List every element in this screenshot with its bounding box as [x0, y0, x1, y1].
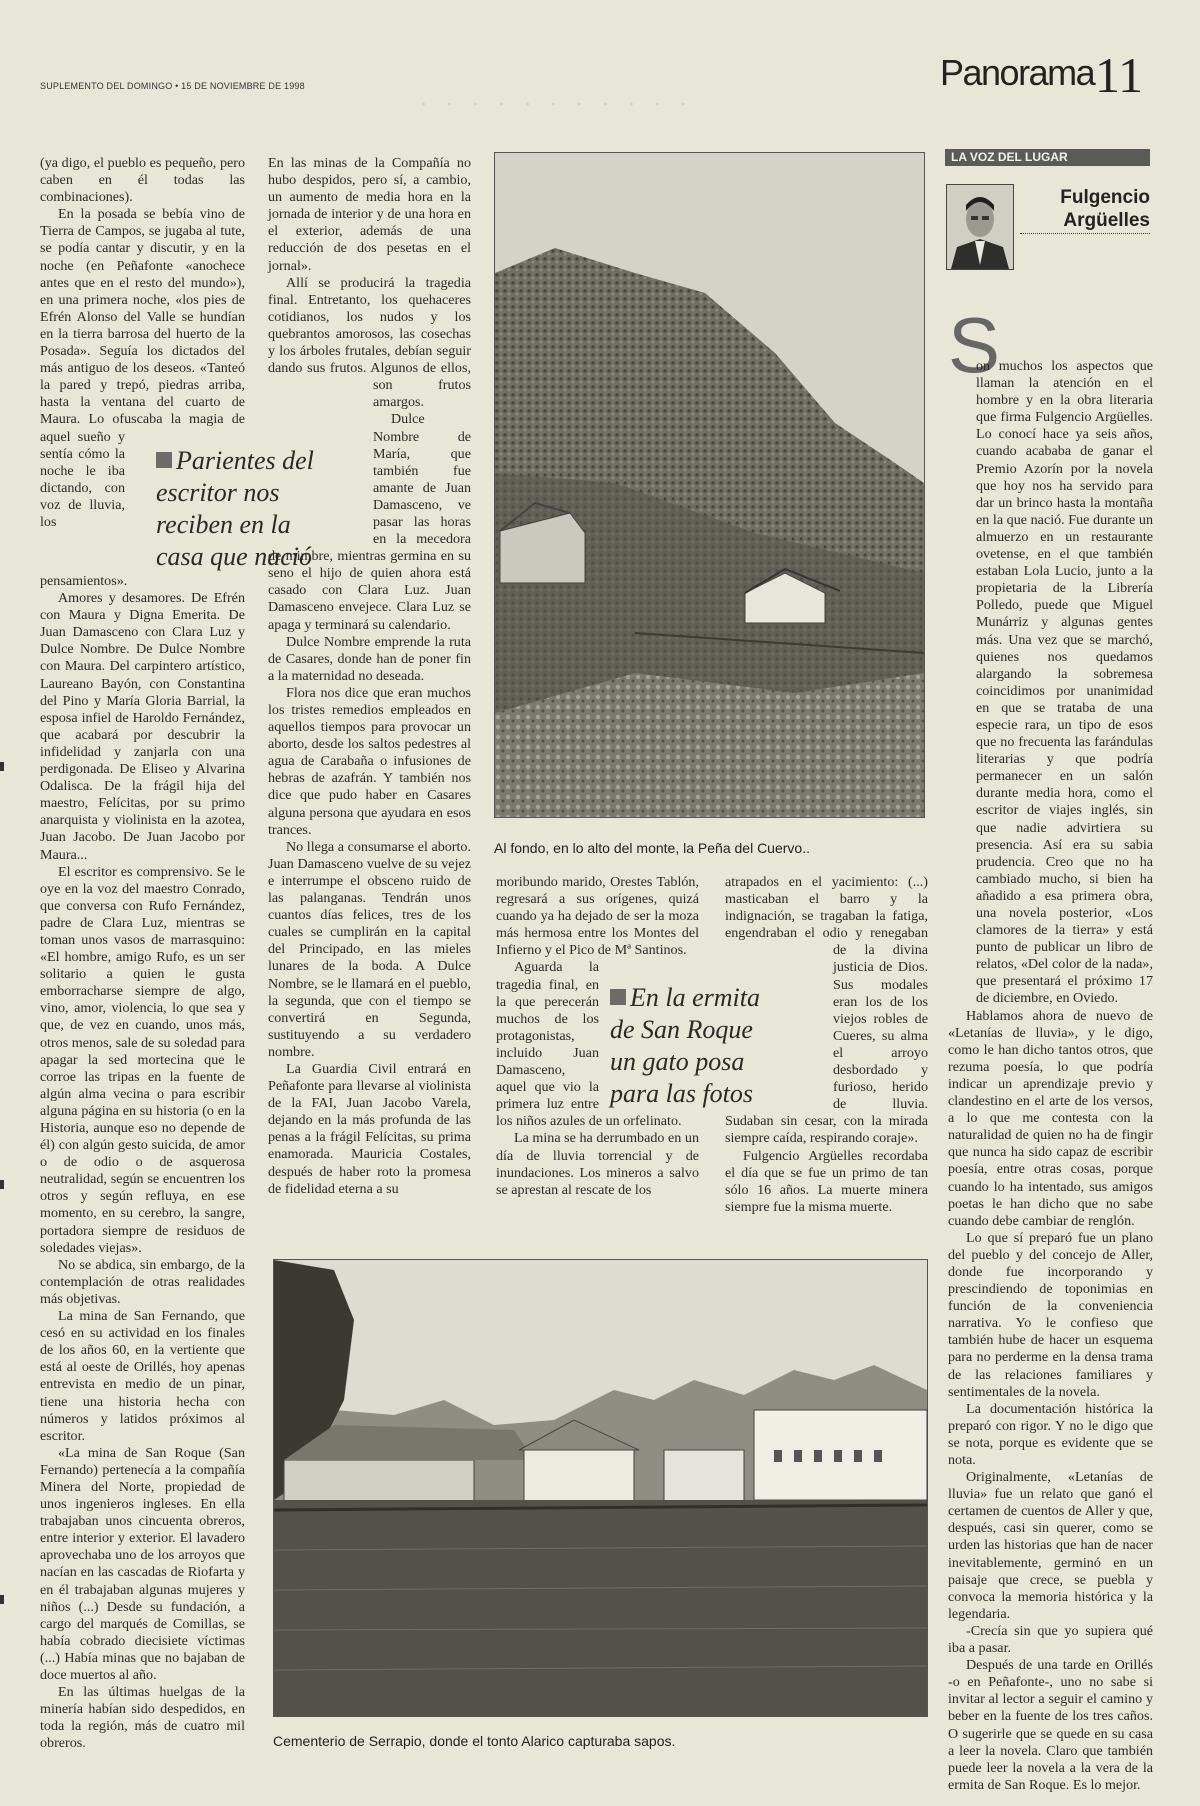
paragraph: No se abdica, sin embargo, de la contemplación de otras realidades más objetivas. [40, 1256, 245, 1307]
paragraph: La mina se ha derrumbado en un día de lluvia torrencial y de inundaciones. Los mineros a salvo se aprestan al rescate de los [496, 1130, 699, 1198]
photo-caption: Cementerio de Serrapio, donde el tonto Alarico capturaba sapos. [273, 1733, 676, 1749]
divider [1020, 233, 1150, 234]
page-number: 11 [1095, 47, 1144, 103]
paragraph: La Guardia Civil entrará en Peñafonte para llevarse al violinista de la FAI, Juan Jacobo Varela, dejando en la más profunda de las penas a la frágil Felícitas, su prima enamorada. Mauricia Costales, después de haber roto la promesa de fidelidad eterna a su [268, 1060, 471, 1197]
edition-line: SUPLEMENTO DEL DOMINGO • 15 DE NOVIEMBRE DE 1998 [40, 81, 305, 91]
scan-margin-mark [0, 762, 4, 771]
drop-cap: S [948, 301, 1001, 389]
paragraph: En las minas de la Compañía no hubo despidos, pero sí, a cambio, un aumento de media hora en la jornada de interior y de una hora en el exterior, además de una reducción de dos pesetas en el jornal». [268, 155, 471, 274]
paragraph: «La mina de San Roque (San Fernando) pertenecía a la compañía Minera del Norte, propiedad de unos ingenieros ingleses. En ella trabajaban unos cincuenta obreros, entre interior y exterior. El lavadero aprovechaba uno de los arroyos que nacían en las cascadas de Riofarta y en él trabajaban algunas mujeres y niños (...) Desde su fundación, a cargo del marqués de Comillas, se había cobrado diecisiete víctimas (...) Había minas que no bajaban de doce muertos al año. [40, 1444, 245, 1683]
paragraph: El escritor es comprensivo. Se le oye en la voz del maestro Conrado, que conversa con Rufo Fernández, padre de Clara Luz, mientras se toman unos vasos de marrasquino: «El hombre, amigo Rufo, es un ser solitario a quien le gusta emborracharse siempre de algo, vino, amor, violencia, lo que sea y que, de vez en cuando, unos más, otros menos, sale de su soledad para apagar la sed mortecina que le corroe las tripas en la fuente de algún alma vecina o para escribir alguna página en su historia (o en la Historia, aunque eso no depende de él) con algún gesto suicida, de amor o de odio o de asquerosa neutralidad, según se encuentren los otros y según refluya, en ese momento, en su cerebro, la sangre, portadora siempre de residuos de soledades viejas». [40, 863, 245, 1256]
paragraph: atrapados en el yacimiento: (...) masticaban el barro y la indignación, se tragaban la fatiga, engendraban el odio y renegaban de la divina justicia de Dios. Sus modales eran los de los viejos robles de Cueres, su alma el arroyo desbordado y furioso, herido de lluvia. Sudaban sin cesar, con la mirada siempre caída, respirando coraje». [725, 874, 928, 1147]
paragraph: on muchos los aspectos que llaman la atención en el hombre y en la obra literaria que firma Fulgencio Argüelles. Lo conocí hace ya seis años, cuando acababa de ganar el Premio Azorín por la novela que hoy nos ha servido para dar un brinco hasta la montaña en la que nació. Fue durante un almuerzo en un restaurante ovetense, en el que también estaban Lola Lucio, junto a la propietaria de la Librería Polledo, puede que Miguel Munárriz y algunas gentes más. Una vez que se marchó, quienes nos quedamos alargando la sobremesa coincidimos por unanimidad en que se trataba de una especie rara, un tipo de esos que no frecuenta las farándulas literarias y que podría permanecer en un salón durante media hora, como el escritor de viajes inglés, sin que nadie advirtiera su presencia. Así era su sabia prudencia. Creo que no ha cambiado mucho, si bien ha añadido a esa primera obra, una novela posterior, «Los clamores de la tierra» y está punto de publicar un libro de relatos, «Del color de la nada», que presentará el próximo 17 de diciembre, en Oviedo. [976, 358, 1153, 1007]
paragraph: La mina de San Fernando, que cesó en su actividad en los finales de los años 60, en la vertiente que está al oeste de Orillés, hoy apenas entrevista en medio de un pinar, tiene una historia hecha con números y latidos próximos al escritor. [40, 1308, 245, 1444]
author-portrait [946, 184, 1014, 270]
columnist-name: Fulgencio Argüelles [1060, 187, 1150, 231]
show-through-text: · · · · · · · · · · · [420, 93, 693, 118]
paragraph: Fulgencio Argüelles recordaba el día que se fue un primo de tan sólo 16 años. La muerte minera siempre fue la misma muerte. [725, 1147, 928, 1215]
cemetery-photo [273, 1259, 928, 1717]
photo-caption: Al fondo, en lo alto del monte, la Peña del Cuervo.. [494, 840, 810, 856]
paragraph: Amores y desamores. De Efrén con Maura y Digna Emerita. De Juan Damasceno con Clara Luz y Dulce Nombre. De Dulce Nombre con Maura. Del carpintero artístico, Laureano Bayón, con Constantina del Pino y María Gloria Barrial, la esposa infiel de Haroldo Fernández, que acabará por descubrir la infidelidad y zanjarla con una perdigonada. De Eliseo y Alvarina Odalisca. De la frágil hija del maestro, Felícitas, por su primo anarquista y violinista en la azotea, Juan Jacobo. De Juan Jacobo por Maura... [40, 590, 245, 863]
section-title: Panorama [940, 52, 1095, 93]
scan-margin-mark [0, 1595, 4, 1604]
paragraph: moribundo marido, Orestes Tablón, regresará a sus orígenes, quizá cuando ya ha dejado de ser la moza más hermosa entre los Montes del Infierno y el Pico de Mª Santinos. [496, 874, 699, 959]
paragraph: Después de una tarde en Orillés -o en Peñafonte-, uno no sabe si invitar al lector a seguir el camino y beber en la fuente de los tres caños. O sugerirle que se quede en su casa a leer la novela. Claro que también puede leer la novela a la vera de la ermita de San Roque. Es lo mejor. [948, 1657, 1153, 1793]
article-column-2 [268, 155, 471, 1230]
square-bullet-icon [610, 989, 626, 1005]
paragraph: Hablamos ahora de nuevo de «Letanías de lluvia», y le digo, como le han dicho tantos otros, que rezuma poesía, lo que podría indicar un aprendizaje previo y clandestino en el arte de los versos, a lo que me contesta con la naturalidad de quien no ha de fingir que nunca ha sido capaz de escribir poesía, entre otras cosas, porque cuando lo ha intentado, sus amigos poetas le han dicho que no sabe cuando debe cambiar de renglón. [948, 1007, 1153, 1229]
paragraph: Allí se producirá la tragedia final. Entretanto, los quehaceres cotidianos, los nudos y los quebrantos amorosos, las cosechas y los árboles frutales, debían seguir dando sus frutos. Algunos de ellos, son frutos amargos. [268, 274, 471, 411]
paragraph: La documentación histórica la preparó con rigor. Y no le digo que se nota, porque es evidente que se nota. [948, 1400, 1153, 1468]
pull-quote: Parientes del escritor nos reciben en la casa que nació [156, 446, 314, 571]
paragraph: No llega a consumarse el aborto. Juan Damasceno vuelve de su vejez e interrumpe el obsceno ruido de las palanganas. Tendrán unos cuantos días felices, tres de los cuales se cumplirán en la capital del Principado, en las mieles lunares de la boda. A Dulce Nombre, se le llamará en el pueblo, la segunda, que con el tiempo se convertirá en Segunda, sustituyendo a su verdadero nombre. [268, 838, 471, 1060]
pull-quote: En la ermita de San Roque un gato posa para las fotos [610, 983, 760, 1108]
paragraph: En las últimas huelgas de la minería habían sido despedidos, en toda la región, más de cuatro mil obreros. [40, 1684, 245, 1752]
paragraph: Aguarda la tragedia final, en la que perecerán muchos de los protagonistas, incluido Juan Damasceno, aquel que vio la primera luz entre los niños azules de un orfelinato. [496, 959, 682, 1130]
mountain-village-photo [494, 152, 925, 818]
scan-margin-mark [0, 1180, 4, 1189]
article-column-1 [40, 155, 245, 1760]
paragraph: Originalmente, «Letanías de lluvia» fue un relato que ganó el certamen de cuentos de Aller y que, después, casi sin querer, como se urden las historias que han de nacer inevitablemente, germinó en un paisaje que crece, se puebla y convoca la memoria histórica y la legendaria. [948, 1469, 1153, 1622]
paragraph: En la posada se bebía vino de Tierra de Campos, se jugaba al tute, se podía cantar y discutir, y en la noche (en Peñafonte «anochece antes que en el resto del mundo»), en una primera noche, «los pies de Efrén Alonso del Valle se hundían en la tierra barrosa del huerto de la Posada». Seguía los dictados del más antiguo de los deseos. «Tanteó la pared y trepó, piedras arriba, hasta la ventana del cuarto de Maura. Lo ofuscaba la magia de aquel sueño y sentía cómo la noche le iba dictando, con voz de lluvia, los pensamientos». [40, 206, 245, 589]
paragraph: Flora nos dice que eran muchos los tristes remedios empleados en aquellos tiempos para provocar un aborto, desde los saltos pedestres al agua de Carabaña o infusiones de hebras de azafrán. Y también nos dice que pudo haber en Casares alguna persona que ayudara en esos trances. [268, 684, 471, 838]
paragraph: -Crecía sin que yo supiera qué iba a pasar. [948, 1622, 1153, 1657]
square-bullet-icon [156, 452, 172, 468]
section-tag: LA VOZ DEL LUGAR [945, 149, 1150, 166]
paragraph: (ya digo, el pueblo es pequeño, pero caben en él todas las combinaciones). [40, 155, 245, 206]
column-article [948, 358, 1153, 1793]
article-column-4 [725, 874, 928, 1232]
paragraph: Lo que sí preparó fue un plano del pueblo y del concejo de Aller, donde fue incorporando y prescindiendo de toponimias en función de la conveniencia narrativa. Yo le confieso que también hube de hacer un esquema para no perderme en la densa trama de las relaciones familiares y sentimentales de la novela. [948, 1229, 1153, 1400]
paragraph: Dulce Nombre de María, que también fue amante de Juan Damasceno, ve pasar las horas en la mecedora de mimbre, mientras germina en su seno el hijo de quien ahora está casado con Clara Luz. Juan Damasceno envejece. Clara Luz se apaga y terminará su calendario. [268, 411, 471, 633]
paragraph: Dulce Nombre emprende la ruta de Casares, donde han de poner fin a la maternidad no deseada. [268, 633, 471, 684]
